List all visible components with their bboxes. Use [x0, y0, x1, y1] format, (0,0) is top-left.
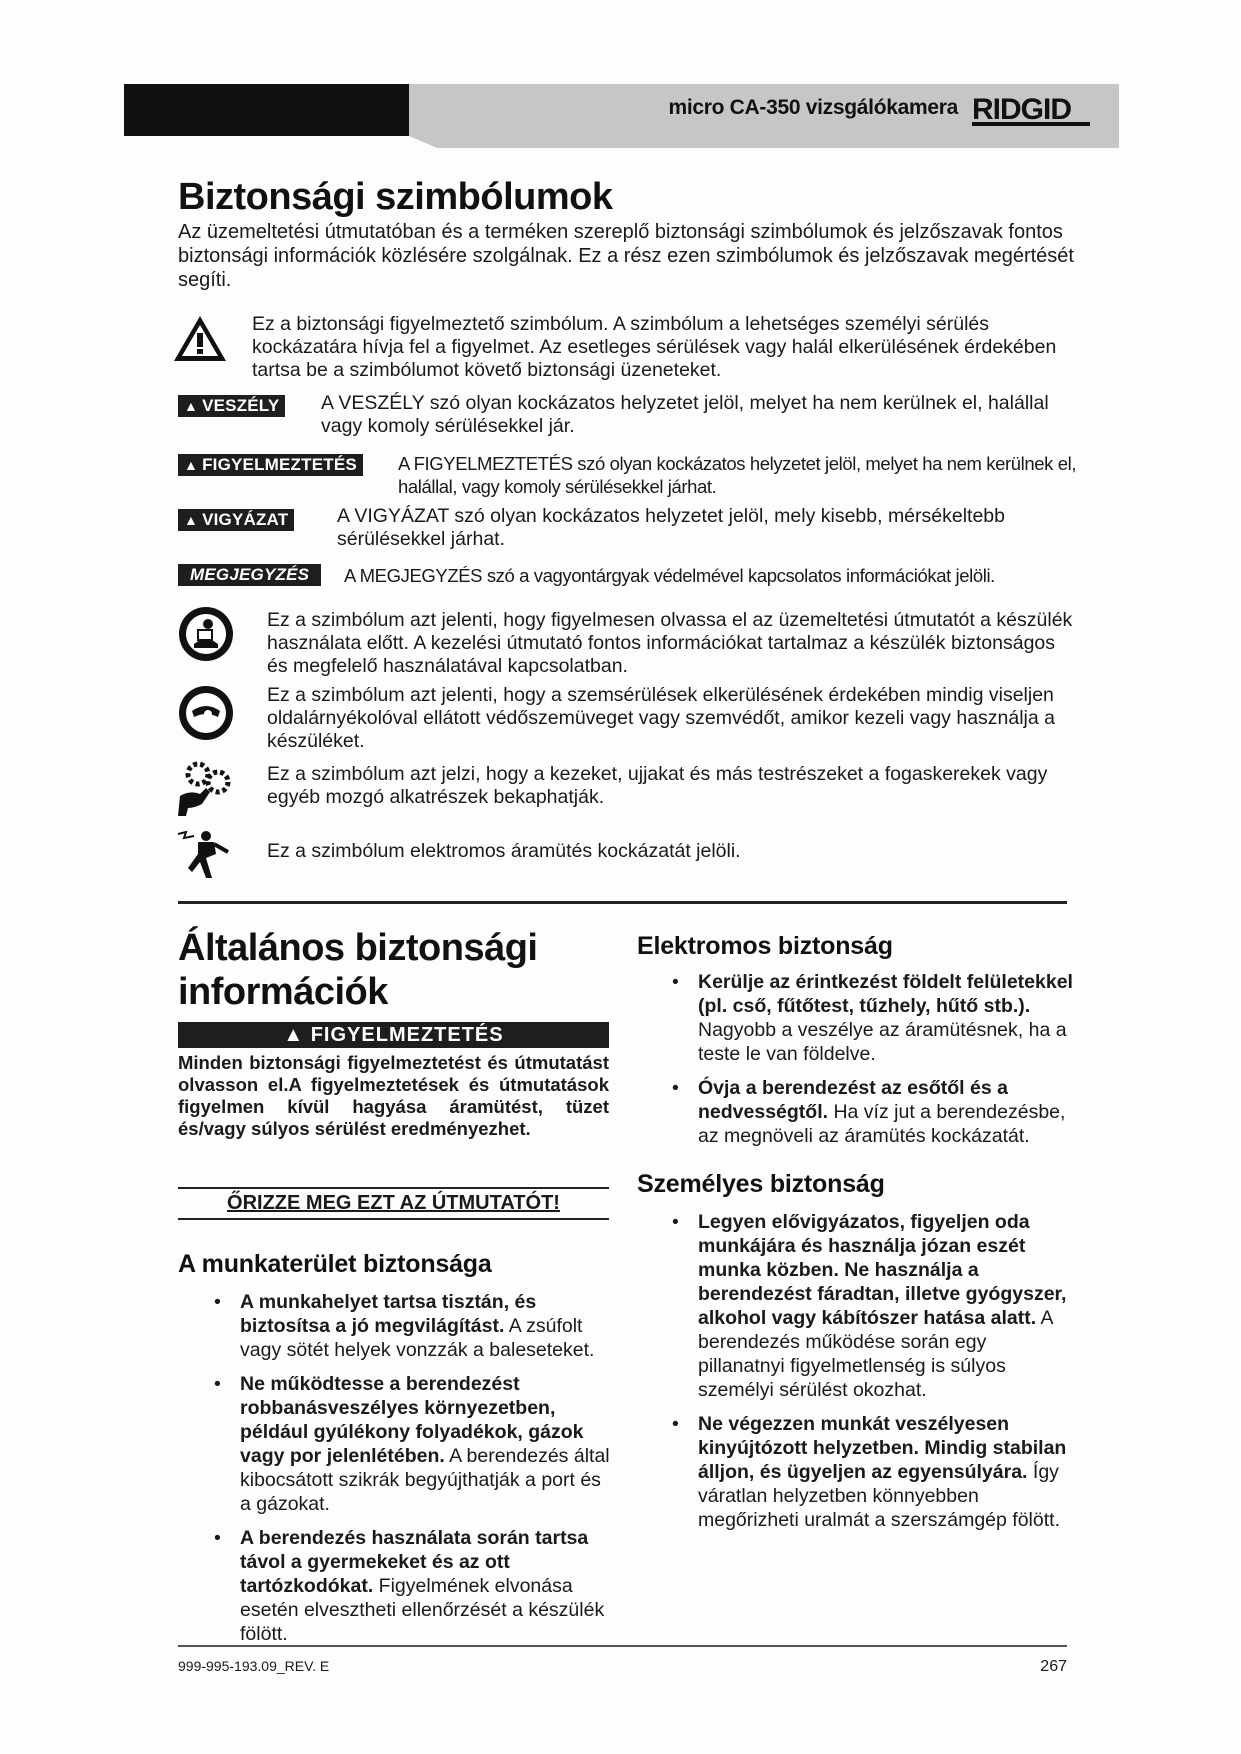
header-black-band	[124, 84, 409, 136]
warning-triangle-icon: ▲	[184, 398, 199, 414]
general-safety-title: Általános biztonsági információk	[178, 927, 538, 1013]
eye-protection-text: Ez a szimbólum azt jelenti, hogy a szemsérülések elkerülésének érdekében mindig viseljen oldalárnyékolóval ellátott védőszemüveget vagy szemvédőt, amikor kezeli vagy használja a készüléket.	[267, 684, 1055, 752]
work-area-list	[214, 1290, 610, 1656]
notice-badge: MEGJEGYZÉS	[178, 564, 321, 586]
work-area-title: A munkaterület biztonsága	[178, 1250, 492, 1278]
read-manual-text: Ez a szimbólum azt jelenti, hogy figyelmesen olvassa el az üzemeltetési útmutatót a készülék használata előtt. A kezelési útmutató fontos információkat tartalmaz a készülék biztonságos és megfelelő használatával kapcsolatban.	[267, 609, 1073, 677]
svg-text:RIDGID: RIDGID	[972, 93, 1071, 126]
ridgid-logo	[972, 90, 1092, 130]
keep-manual-rule-top	[178, 1187, 609, 1189]
safety-alert-triangle-icon	[172, 314, 228, 364]
alert-symbol-text: Ez a biztonsági figyelmeztető szimbólum. A szimbólum a lehetséges személyi sérülés kockázatára hívja fel a figyelmet. Az esetleges sérülések vagy halál elkerülésének érdekében tartsa be a szimbólumot követő biztonsági üzeneteket.	[252, 313, 1057, 381]
list-item: • A berendezés használata során tartsa távol a gyermekeket és az ott tartózkodókat. Figyelmének elvonása esetén elvesztheti ellenőrzését a készülék fölött.	[214, 1527, 605, 1645]
page-title: Biztonsági szimbólumok	[178, 176, 613, 218]
danger-badge: ▲ VESZÉLY	[178, 395, 285, 417]
list-item: • Ne végezzen munkát veszélyesen kinyújtózott helyzetben. Mindig stabilan álljon, és ügyeljen az egyensúlyára. Így váratlan helyzetben könnyebben megőrizheti uralmát a szerszámgép fölött.	[672, 1413, 1067, 1531]
caution-text: A VIGYÁZAT szó olyan kockázatos helyzetet jelöl, mely kisebb, mérsékeltebb sérülésekkel járhat.	[337, 505, 1005, 550]
footer-rule	[178, 1645, 1067, 1647]
list-item: • Legyen elővigyázatos, figyeljen oda munkájára és használja józan eszét munka közben. Ne használja a berendezést fáradtan, illetve gyógyszer, alkohol vagy kábítószer hatása alatt. A berendezés működése során egy pillanatnyi figyelmetlenség is súlyos személyi sérülést okozhat.	[672, 1211, 1067, 1401]
document-code: 999-995-193.09_REV. E	[178, 1658, 330, 1674]
eye-protection-icon	[178, 685, 234, 741]
list-item: • Óvja a berendezést az esőtől és a nedvességtől. Ha víz jut a berendezésbe, az megnöveli az áramütés kockázatát.	[672, 1077, 1066, 1147]
keep-manual-rule-bottom	[178, 1218, 609, 1220]
electrical-safety-list	[672, 970, 1078, 1158]
list-item: • Kerülje az érintkezést földelt felületekkel (pl. cső, fűtőtest, tűzhely, hűtő stb.). Nagyobb a veszélye az áramütésnek, ha a teste le van földelve.	[672, 971, 1073, 1065]
personal-safety-title: Személyes biztonság	[637, 1170, 885, 1198]
list-item: • A munkahelyet tartsa tisztán, és biztosítsa a jó megvilágítást. A zsúfolt vagy sötét helyek vonzzák a baleseteket.	[214, 1291, 595, 1361]
general-warning-text: Minden biztonsági figyelmeztetést és útmutatást olvasson el.A figyelmeztetések és útmutatások figyelmen kívül hagyása áramütést, tüzet és/vagy súlyos sérülést eredményezhet.	[178, 1052, 609, 1139]
read-manual-icon	[178, 606, 234, 662]
keep-manual-notice: ŐRIZZE MEG EZT AZ ÚTMUTATÓT!	[227, 1192, 560, 1214]
notice-text: A MEGJEGYZÉS szó a vagyontárgyak védelmével kapcsolatos információkat jelöli.	[344, 565, 995, 586]
header-grey-tab	[409, 136, 1119, 148]
warning-triangle-icon: ▲	[283, 1024, 311, 1046]
warning-triangle-icon: ▲	[184, 512, 199, 528]
general-warning-bar: ▲ FIGYELMEZTETÉS	[178, 1022, 609, 1048]
list-item: • Ne működtesse a berendezést robbanásveszélyes környezetben, például gyúlékony folyadékok, gázok vagy por jelenlétében. A berendezés által kibocsátott szikrák begyújthatják a port és a gázokat.	[214, 1373, 610, 1515]
gear-entanglement-icon	[176, 760, 238, 818]
electric-shock-text: Ez a szimbólum elektromos áramütés kockázatát jelöli.	[267, 840, 741, 862]
electrical-safety-title: Elektromos biztonság	[637, 932, 893, 960]
product-title: micro CA-350 vizsgálókamera	[668, 96, 958, 119]
gear-entanglement-text: Ez a szimbólum azt jelzi, hogy a kezeket, ujjakat és más testrészeket a fogaskerekek vagy egyéb mozgó alkatrészek bekaphatják.	[267, 763, 1048, 808]
danger-text: A VESZÉLY szó olyan kockázatos helyzetet jelöl, melyet ha nem kerülnek el, halállal vagy komoly sérülésekkel jár.	[321, 392, 1049, 437]
electric-shock-icon	[176, 828, 238, 880]
personal-safety-list	[672, 1210, 1078, 1542]
warning-text: A FIGYELMEZTETÉS szó olyan kockázatos helyzetet jelöl, melyet ha nem kerülnek el, halállal, vagy komoly sérülésekkel járhat.	[398, 453, 1077, 497]
warning-badge: ▲ FIGYELMEZTETÉS	[178, 454, 363, 476]
page-number: 267	[1040, 1658, 1067, 1675]
caution-badge: ▲ VIGYÁZAT	[178, 509, 294, 531]
section-divider	[178, 901, 1067, 904]
warning-triangle-icon: ▲	[184, 457, 199, 473]
symbols-intro: Az üzemeltetési útmutatóban és a terméken szereplő biztonsági szimbólumok és jelzőszavak fontos biztonsági információk közlésére szolgálnak. Ez a rész ezen szimbólumok és jelzőszavak megértését segíti.	[178, 221, 1074, 291]
